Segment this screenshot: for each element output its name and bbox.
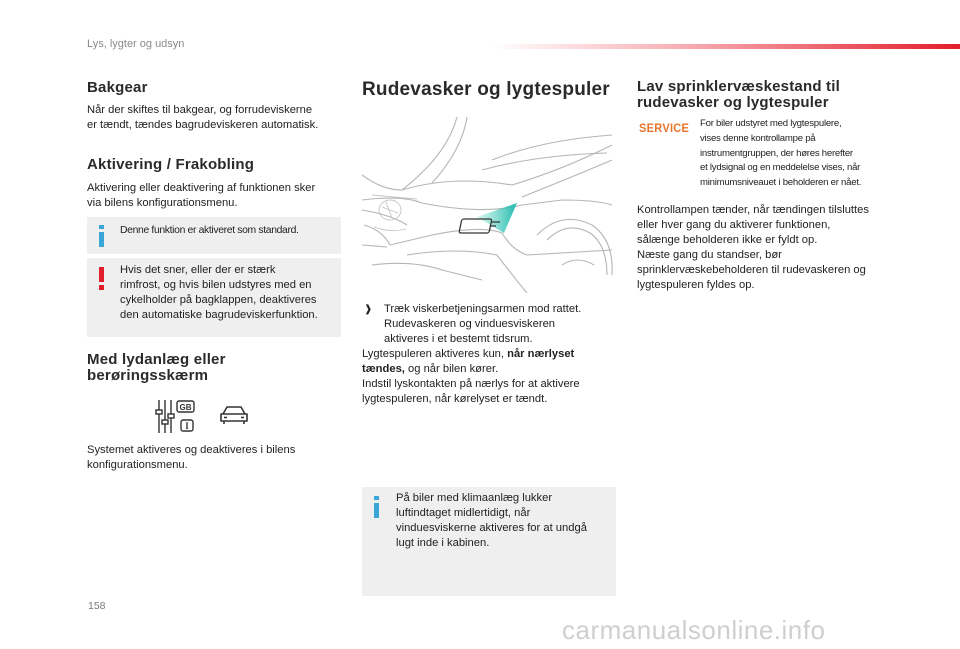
lydanlaeg-text xyxy=(87,443,295,473)
text-line xyxy=(362,347,618,362)
info-note-text: Denne funktion er aktiveret som standard. xyxy=(120,225,299,236)
title-line: rudevasker og lygtespuler xyxy=(637,94,829,111)
info-note-box xyxy=(362,487,616,596)
badge-gb: GB xyxy=(179,403,192,412)
text-line: For biler udstyret med lygtespulere, xyxy=(700,118,842,129)
text-line: luftindtaget midlertidigt, når xyxy=(396,507,531,519)
bullet-item xyxy=(362,302,624,347)
text-line: Hvis det sner, eller der er stærk xyxy=(120,264,276,276)
text-span: og når bilen kører. xyxy=(404,363,499,375)
sprinkler-title xyxy=(637,79,840,111)
text-line: Når der skiftes til bakgear, og forrudeviskerne xyxy=(87,104,313,116)
bullet-arrow-icon: ❱ xyxy=(364,304,373,315)
text-span: Lygtespuleren aktiveres kun, xyxy=(362,348,508,360)
bold-span: tændes, xyxy=(362,363,405,375)
text-line: rimfrost, og hvis bilen udstyres med en xyxy=(120,279,312,291)
text-line: Næste gang du standser, bør xyxy=(637,249,782,261)
aktivering-title: Aktivering / Frakobling xyxy=(87,156,255,173)
text-line: vises denne kontrollampe på xyxy=(700,132,816,144)
text-line: via bilens konfigurationsmenu. xyxy=(87,197,238,209)
text-line: vinduesviskerne aktiveres for at undgå xyxy=(396,522,587,534)
bold-span: når nærlyset xyxy=(507,348,575,360)
car-front-illustration xyxy=(362,115,616,293)
text-line: På biler med klimaanlæg lukker xyxy=(396,492,553,504)
text-line: eller hver gang du aktiverer funktionen, xyxy=(637,219,831,231)
text-line: konfigurationsmenu. xyxy=(87,459,188,471)
text-line: lugt inde i kabinen. xyxy=(396,537,490,549)
text-line: Aktivering eller deaktivering af funktionen sker xyxy=(87,182,316,194)
section-label: Lys, lygter og udsyn xyxy=(87,38,185,50)
text-line: Indstil lyskontakten på nærlys for at aktivere xyxy=(362,378,580,390)
header-accent-bar xyxy=(490,44,960,49)
warning-note-text xyxy=(120,263,318,323)
lygtespuler-paragraph xyxy=(362,347,618,407)
rudevasker-title: Rudevasker og lygtespuler xyxy=(362,79,610,100)
badge-i: I xyxy=(185,421,189,431)
text-line: lygtespuleren, når kørelyset er tændt. xyxy=(362,393,548,405)
info-note-box xyxy=(87,217,341,254)
page-number: 158 xyxy=(88,600,106,612)
warning-note-box xyxy=(87,258,341,337)
text-line: aktiveres i et bestemt tidsrum. xyxy=(384,333,533,345)
text-line: et lydsignal og en meddelelse vises, når xyxy=(700,162,861,174)
settings-sliders-icon xyxy=(155,398,197,436)
text-line: den automatiske bagrudeviskerfunktion. xyxy=(120,309,318,321)
bakgear-text xyxy=(87,103,318,133)
text-line: sprinklervæskebeholderen til rudevaskeren og xyxy=(637,264,866,276)
text-line: sålænge beholderen ikke er fyldt op. xyxy=(637,234,818,246)
title-line: berøringsskærm xyxy=(87,367,209,384)
aktivering-text xyxy=(87,181,315,211)
text-line: Kontrollampen tænder, når tændingen tilsluttes xyxy=(637,204,869,216)
title-line: Med lydanlæg eller xyxy=(87,351,226,368)
text-line: instrumentgruppen, der høres herefter xyxy=(700,147,853,159)
info-note-text xyxy=(396,491,587,551)
watermark: carmanualsonline.info xyxy=(562,615,826,645)
warning-icon xyxy=(99,267,105,290)
bakgear-title: Bakgear xyxy=(87,79,148,96)
text-line: lygtespuleren fyldes op. xyxy=(637,279,755,291)
text-line: Rudevaskeren og vinduesviskeren xyxy=(384,318,556,330)
text-line: er tændt, tændes bagrudeviskeren automatisk. xyxy=(87,119,319,131)
washer-spray xyxy=(477,203,517,233)
text-line: Træk viskerbetjeningsarmen mod rattet. xyxy=(384,303,582,315)
text-line: Systemet aktiveres og deaktiveres i bilens xyxy=(87,444,296,456)
text-line xyxy=(362,362,618,377)
sprinkler-text xyxy=(637,203,869,293)
title-line: Lav sprinklervæskestand til xyxy=(637,78,840,95)
bullet-text xyxy=(384,302,624,347)
text-line: minimumsniveauet i beholderen er nået. xyxy=(700,177,862,189)
lydanlaeg-title xyxy=(87,352,226,384)
service-warning-icon: SERVICE xyxy=(639,121,690,135)
info-icon xyxy=(99,225,105,247)
car-icon xyxy=(219,404,249,426)
info-icon xyxy=(374,496,380,518)
service-text xyxy=(700,117,861,191)
text-line: cykelholder på bagklappen, deaktiveres xyxy=(120,294,317,306)
